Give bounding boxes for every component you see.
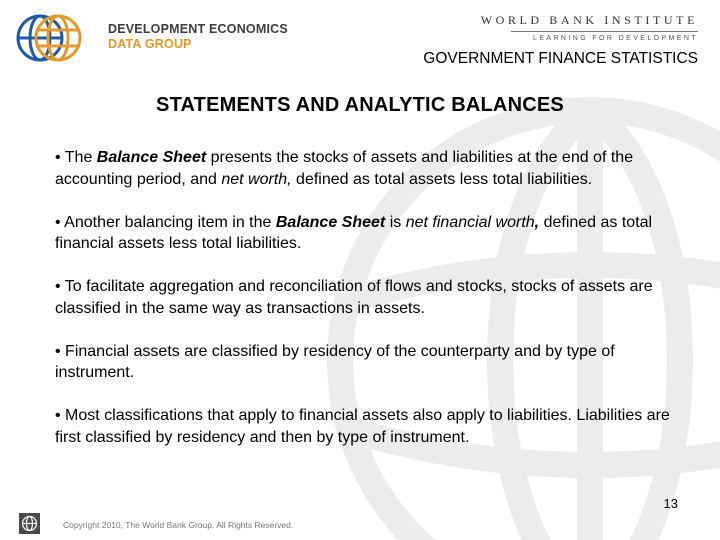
institute-name: WORLD BANK INSTITUTE — [480, 13, 698, 27]
bullet-text: defined as total assets less total liabilities. — [291, 170, 593, 188]
bullet-aggregation — [55, 276, 687, 319]
institute-tagline: LEARNING FOR DEVELOPMENT — [533, 35, 698, 42]
bullet-text: presents the stocks of assets and liabilities at the end of the accounting period, and — [55, 149, 634, 188]
world-bank-globe-icon — [19, 513, 40, 534]
term-balance-sheet: Balance Sheet — [275, 213, 386, 231]
bullet-financial-assets — [55, 341, 687, 384]
bullet-net-financial-worth — [55, 212, 687, 255]
slide-title: STATEMENTS AND ANALYTIC BALANCES — [156, 94, 564, 116]
term-net-financial-worth: net financial worth — [405, 213, 535, 231]
bullet-text: The — [60, 149, 97, 166]
org-line2: DATA GROUP — [108, 37, 192, 51]
copyright-notice: Copyright 2010, The World Bank Group. All Rights Reserved. — [63, 520, 294, 530]
bold-comma: , — [534, 213, 540, 231]
bullet-marker: • — [55, 342, 61, 360]
org-line1: DEVELOPMENT ECONOMICS — [108, 22, 288, 36]
bullet-text: defined as total financial assets less total liabilities. — [55, 213, 653, 252]
bullet-balance-sheet — [55, 147, 687, 190]
bullet-text: Most classifications that apply to financial assets also apply to liabilities. Liabilities are first classified by residency and then by type of instrument. — [55, 407, 670, 446]
bullet-marker: • — [55, 278, 61, 295]
bullet-marker: • — [55, 213, 61, 231]
term-net-worth: net worth, — [221, 170, 292, 188]
bullet-text: is — [385, 213, 406, 231]
world-bank-institute-logo — [481, 13, 698, 42]
term-balance-sheet: Balance Sheet — [96, 149, 207, 166]
dec-org-name — [108, 22, 288, 52]
dec-globe-logo-icon — [10, 10, 90, 66]
bullet-text: Financial assets are classified by residency of the counterparty and by type of instrument. — [55, 342, 615, 381]
institute-divider — [511, 31, 698, 32]
bullet-text: Another balancing item in the — [60, 213, 276, 231]
page-number: 13 — [663, 496, 678, 511]
bullet-marker: • — [55, 149, 61, 166]
bullet-marker: • — [55, 407, 61, 424]
slide-body — [55, 147, 687, 470]
bullet-text: To facilitate aggregation and reconciliation of flows and stocks, stocks of assets are classified in the same way as transactions in assets. — [55, 278, 653, 317]
section-title: GOVERNMENT FINANCE STATISTICS — [423, 50, 698, 67]
bullet-liabilities — [55, 405, 687, 448]
